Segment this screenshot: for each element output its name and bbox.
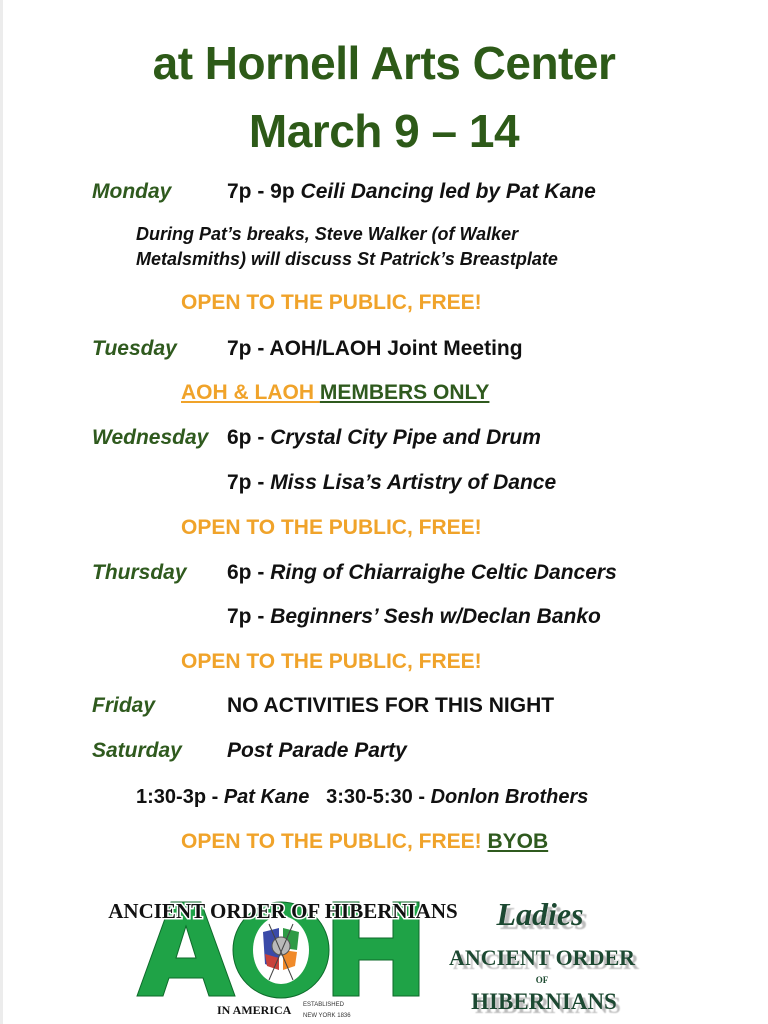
- saturday-slot2-time: 3:30-5:30 -: [326, 786, 426, 808]
- day-label-saturday: Saturday: [92, 739, 182, 762]
- tuesday-access-orgs: AOH & LAOH: [181, 381, 320, 404]
- tuesday-event: [227, 337, 523, 361]
- wednesday-time-2: 7p -: [227, 471, 265, 494]
- wednesday-event-title-1: Crystal City Pipe and Drum: [270, 426, 541, 449]
- thursday-event-2: [227, 605, 601, 629]
- laoh-ancient-order: ANCIENT ORDER: [448, 945, 636, 970]
- thursday-time-2: 7p -: [227, 605, 265, 628]
- aoh-logo: [108, 888, 458, 1020]
- saturday-access-text: OPEN TO THE PUBLIC, FREE!: [181, 830, 482, 853]
- monday-event: [227, 180, 596, 204]
- monday-event-title: Ceili Dancing led by Pat Kane: [300, 180, 596, 203]
- tuesday-event-title: AOH/LAOH Joint Meeting: [269, 337, 523, 360]
- thursday-event-title-1: Ring of Chiarraighe Celtic Dancers: [270, 561, 617, 584]
- wednesday-event-2: [227, 471, 556, 495]
- day-label-thursday: Thursday: [92, 561, 187, 584]
- wednesday-event-title-2: Miss Lisa’s Artistry of Dance: [270, 471, 557, 494]
- day-label-friday: Friday: [92, 694, 156, 717]
- monday-access: OPEN TO THE PUBLIC, FREE!: [181, 291, 482, 314]
- laoh-hibernians: HIBERNIANS: [471, 989, 617, 1014]
- thursday-event-1: [227, 561, 617, 585]
- monday-note-line1: During Pat’s breaks, Steve Walker (of Walker: [136, 224, 519, 244]
- tuesday-access: [181, 381, 489, 405]
- venue-heading: at Hornell Arts Center: [152, 37, 616, 89]
- thursday-event-title-2: Beginners’ Sesh w/Declan Banko: [270, 605, 601, 628]
- day-label-wednesday: Wednesday: [92, 426, 209, 449]
- saturday-slot1-act: Pat Kane: [223, 786, 310, 808]
- saturday-event: Post Parade Party: [227, 739, 407, 762]
- monday-time: 7p - 9p: [227, 180, 295, 203]
- monday-note: [136, 222, 558, 272]
- saturday-slot2-act: Donlon Brothers: [430, 786, 589, 808]
- saturday-lineup: [136, 786, 588, 809]
- day-label-tuesday: Tuesday: [92, 337, 177, 360]
- laoh-of: OF: [535, 975, 549, 985]
- laoh-logo: [448, 895, 636, 1020]
- tuesday-time: 7p -: [227, 337, 265, 360]
- wednesday-access: OPEN TO THE PUBLIC, FREE!: [181, 516, 482, 539]
- thursday-time-1: 6p -: [227, 561, 265, 584]
- monday-note-line2: Metalsmiths) will discuss St Patrick’s Breastplate: [136, 249, 558, 269]
- thursday-access: OPEN TO THE PUBLIC, FREE!: [181, 650, 482, 673]
- date-heading: March 9 – 14: [248, 105, 520, 157]
- wednesday-event-1: [227, 426, 541, 450]
- aoh-subtitle: IN AMERICA: [217, 1003, 292, 1017]
- tuesday-access-members: MEMBERS ONLY: [319, 381, 490, 404]
- wednesday-time-1: 6p -: [227, 426, 265, 449]
- saturday-access: [181, 830, 548, 854]
- aoh-established-1: ESTABLISHED: [303, 1002, 344, 1008]
- saturday-slot1-time: 1:30-3p -: [136, 786, 219, 808]
- aoh-established-2: NEW YORK 1836: [303, 1013, 351, 1019]
- friday-event: NO ACTIVITIES FOR THIS NIGHT: [227, 694, 555, 717]
- aoh-banner-text: ANCIENT ORDER OF HIBERNIANS: [108, 899, 458, 923]
- laoh-ladies: Ladies: [496, 896, 584, 932]
- day-label-monday: Monday: [92, 180, 172, 203]
- byob-note: BYOB: [487, 830, 549, 853]
